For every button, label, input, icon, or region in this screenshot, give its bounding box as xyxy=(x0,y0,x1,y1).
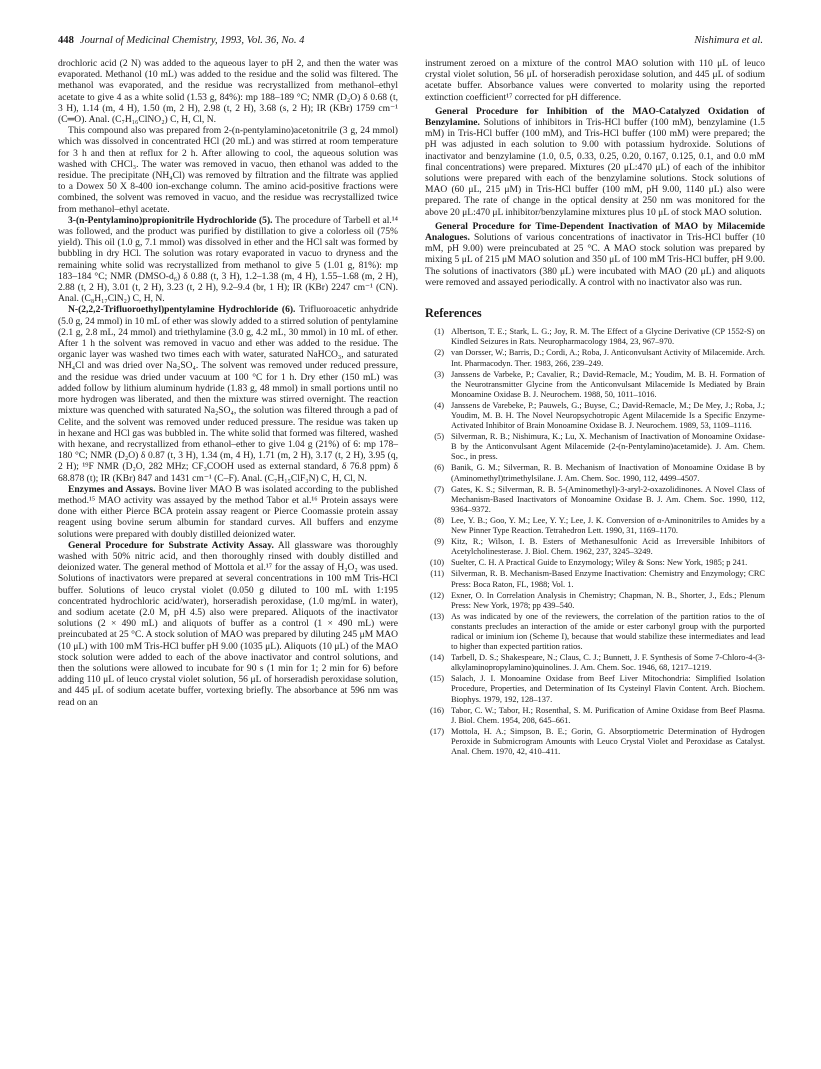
reference-number: (15) xyxy=(430,674,444,684)
section-body: Trifluoroacetic anhydride (5.0 g, 24 mmol) in 10 mL of ether was slowly added to a stirred solution of pentylamine (2.1 g, 2.8 mL, 24 mmol) and triethylamine (3.0 g, 4.2 mL, 30 mmol) in 10 mL of ether. After 1 h the solvent was removed in vacuo and ether was added to the residue. The organic layer was washed two times each with water, saturated NaHCO₃, and saturated NH₄Cl and was dried over Na₂SO₄. The solvent was removed under reduced pressure, and the residue was dried under vacuum at 100 °C for 1 h. Dry ether (150 mL) was added follow by lithium aluminum hydride (1.83 g, 48 mmol) in small portions until no more hydrogen was liberated, and then the mixture was stirred overnight. The reaction mixture was quenched with saturated Na₂SO₄, the solution was filtered through a pad of Celite, and the solvent was removed under reduced pressure. The residue was taken up in hexane and HCl gas was bubbled in. The white solid that formed was filtered, washed with hexane, and recrystallized from ethanol–ether to give 1.04 g (21%) of 6: mp 178–180 °C; NMR (D₂O) δ 0.87 (t, 3 H), 1.34 (m, 4 H), 1.71 (m, 2 H), 3.17 (t, 2 H), 3.95 (q, 2 H); ¹⁹F NMR (D₂O, 282 MHz; CF₃COOH used as external standard, δ 76.8 ppm) δ 68.878 (t); IR (KBr) 847 and 1431 cm⁻¹ (C–F). Anal. (C₇H₁₅ClF₃N) C, H, Cl, N. xyxy=(58,304,398,484)
reference-text: Silverman, R. B. Mechanism-Based Enzyme Inactivation: Chemistry and Enzymology; CRC Press: Boca Raton, FL, 1988; Vol. 1. xyxy=(451,569,765,589)
section-body: The procedure of Tarbell et al.¹⁴ was followed, and the product was purified by distillation to give a colorless oil (75% yield). This oil (1.0 g, 7.1 mmol) was dissolved in ether and the HCl salt was formed by bubbling in dry HCl. The solution was rotary evaporated in vacuo to dryness and the remaining white solid was recrystallized from methanol to give 5 (1.01 g, 81%): mp 183–184 °C; NMR (DMSO-d₆) δ 0.88 (t, 3 H), 1.2–1.38 (m, 4 H), 1.55–1.68 (m, 2 H), 2.88 (t, 2 H), 3.01 (t, 2 H), 3.23 (t, 2 H), 9.2–9.4 (br, 1 H); IR (KBr) 2247 cm⁻¹ (CN). Anal. (C₈H₁₇ClN₂) C, H, N. xyxy=(58,214,398,305)
reference-item xyxy=(425,432,765,462)
reference-item xyxy=(425,569,765,589)
reference-text: Mottola, H. A.; Simpson, B. E.; Gorin, G. Absorptiometric Determination of Hydrogen Peroxide in Submicrogram Amounts with Leuco Crystal Violet and Peroxidase as Catalyst. Anal. Chem. 1970, 42, 410–411. xyxy=(451,726,765,757)
reference-number: (13) xyxy=(430,611,444,621)
reference-number: (16) xyxy=(430,705,444,715)
reference-text: Gates, K. S.; Silverman, R. B. 5-(Aminomethyl)-3-aryl-2-oxazolidinones. A Novel Class of Mechanism-Based Inactivators of Monoamine Oxidase B. J. Am. Chem. Soc. 1990, 112, 9364–9372. xyxy=(451,484,765,514)
reference-text: Suelter, C. H. A Practical Guide to Enzymology; Wiley & Sons: New York, 1985; p 241. xyxy=(451,558,748,568)
reference-text: Tarbell, D. S.; Shakespeare, N.; Claus, C. J.; Bunnett, J. F. Synthesis of Some 7-Chloro-4-(3-alkylaminopropylamino)quinolines. J. Am. Chem. Soc. 1946, 68, 1217–1219. xyxy=(451,653,765,673)
section-body: Solutions of various concentrations of inactivator in Tris-HCl buffer (10 mM, pH 9.00) were preincubated at 25 °C. A MAO stock solution was prepared by mixing 5 μL of 215 μM MAO solution and 350 μL of 100 mM Tris-HCl buffer, pH 9.00. The solutions of inactivators (380 μL) were incubated with MAO (20 μL) and aliquots were removed and assayed periodically. A control with no inactivator also was run. xyxy=(425,232,765,288)
reference-item xyxy=(425,591,765,611)
section-compound-6 xyxy=(58,304,398,483)
reference-number: (7) xyxy=(434,484,444,494)
paragraph: drochloric acid (2 N) was added to the aqueous layer to pH 2, and then the water was evaporated. Methanol (10 mL) was added to the residue and the solid was filtered. The methanol was evaporated, and the residue was recrystallized from methanol–ethyl acetate to give 4 as a white solid (1.53 g, 84%): mp 188–189 °C; NMR (D₂O) δ 0.68 (t, 3 H), 1.14 (m, 4 H), 1.50 (m, 2 H), 2.98 (t, 2 H), 3.68 (s, 2 H); IR (KBr) 1759 cm⁻¹ (C═O). Anal. (C₇H₁₆ClNO₂) C, H, Cl, N. xyxy=(58,58,398,126)
reference-item xyxy=(425,463,765,483)
reference-number: (3) xyxy=(434,369,444,379)
reference-item xyxy=(425,516,765,536)
reference-item xyxy=(425,612,765,652)
section-time-dependent xyxy=(425,221,765,288)
section-enzymes-assays xyxy=(58,484,398,540)
section-heading: General Procedure for Time-Dependent Inactivation of MAO by Milacemide Analogues. xyxy=(425,220,765,244)
right-column xyxy=(425,58,765,758)
reference-text: As was indicated by one of the reviewers, the correlation of the partition ratios to the σI constants precludes an interaction of the amide or ester carbonyl group with the purported radical or iminium ion (Scheme I), because that would stabilize these intermediates and lead to higher than expected partition ratios. xyxy=(451,611,765,652)
section-compound-5 xyxy=(58,215,398,305)
section-body: Solutions of inhibitors in Tris-HCl buffer (100 mM), benzylamine (1.5 mM) in Tris-HCl buffer (100 mM), and Tris-HCl buffer (100 mM) were prepared; the pH was adjusted in each solution to 9.00 with potassium hydroxide. Solutions of inactivator and benzylamine (1.0, 0.5, 0.33, 0.25, 0.20, 0.167, 0.125, 0.1, and 0.0 mM final concentrations) were prepared. Mixtures (20 μL:470 μL) of each of the inhibitor solutions were prepared with each of the benzylamine solutions. Stock solutions of MAO (60 μL, 215 μM) in Tris-HCl buffer (100 mM, pH 9.00, 1140 μL) also were prepared. The rate of change in the optical density at 250 nm was monitored for the above 20 μL:470 μL inhibitor/benzylamine mixtures plus 10 μL of stock MAO solution. xyxy=(425,117,765,218)
reference-text: Silverman, R. B.; Nishimura, K.; Lu, X. Mechanism of Inactivation of Monoamine Oxidase-B by the Anticonvulsant Agent Milacemide (2-(n-Pentylamino)acetamide). J. Am. Chem. Soc., in press. xyxy=(451,432,765,462)
reference-item xyxy=(425,674,765,704)
journal-citation: Journal of Medicinal Chemistry, 1993, Vol. 36, No. 4 xyxy=(79,35,305,46)
reference-text: Banik, G. M.; Silverman, R. B. Mechanism of Inactivation of Monoamine Oxidase B by (Aminomethyl)trimethylsilane. J. Am. Chem. Soc. 1990, 112, 4499–4507. xyxy=(451,463,765,483)
reference-item xyxy=(425,485,765,515)
section-body: Bovine liver MAO B was isolated according to the published method.¹⁵ MAO activity was assayed by the method Tabor et al.¹⁶ Protein assays were done with either Pierce BCA protein assay reagent or Pierce Coomassie protein assay reagent using bovine serum albumin for standard curves. All buffers and enzyme solutions were prepared with doubly distilled deionized water. xyxy=(58,483,398,540)
reference-text: Salach, J. I. Monoamine Oxidase from Beef Liver Mitochondria: Simplified Isolation Procedure, Properties, and Determination of Its Cysteinyl Flavin Content. Arch. Biochem. Biophys. 1979, 192, 128–137. xyxy=(451,674,765,704)
reference-text: Janssens de Varebeke, P.; Pauwels, G.; Buyse, C.; David-Remacle, M.; De Mey, J.; Roba, J.; Youdim, M. B. H. The Novel Neuropsychotropic Agent Milacemide Is a Specific Enzyme-Activated Inhibitor of Brain Monoamine Oxidase B. J. Neurochem. 1989, 53, 1109–1116. xyxy=(451,400,765,431)
page-number: 448 xyxy=(58,35,74,46)
reference-number: (4) xyxy=(434,400,444,410)
reference-text: Lee, Y. B.; Goo, Y. M.; Lee, Y. Y.; Lee, J. K. Conversion of α-Aminonitriles to Amides by a New Pinner Type Reaction. Tetrahedron Lett. 1990, 31, 1169–1170. xyxy=(451,515,765,536)
reference-number: (2) xyxy=(434,348,444,358)
section-heading: General Procedure for Substrate Activity Assay. xyxy=(68,539,274,551)
section-heading: Enzymes and Assays. xyxy=(68,483,156,495)
reference-number: (9) xyxy=(434,537,444,547)
reference-text: Kitz, R.; Wilson, I. B. Esters of Methanesulfonic Acid as Irreversible Inhibitors of Acetylcholinesterase. J. Biol. Chem. 1962, 237, 3245–3249. xyxy=(451,537,765,557)
reference-number: (10) xyxy=(430,558,444,568)
section-substrate-assay xyxy=(58,540,398,708)
reference-text: van Dorsser, W.; Barris, D.; Cordi, A.; Roba, J. Anticonvulsant Activity of Milacemide. Arch. Int. Pharmacodyn. Ther. 1983, 266, 239–249. xyxy=(451,348,765,368)
reference-list xyxy=(425,327,765,757)
reference-number: (14) xyxy=(430,653,444,663)
reference-item xyxy=(425,370,765,400)
reference-item xyxy=(425,348,765,368)
reference-item xyxy=(425,537,765,557)
reference-item xyxy=(425,653,765,673)
paragraph: This compound also was prepared from 2-(n-pentylamino)acetonitrile (3 g, 24 mmol) which was dissolved in concentrated HCl (20 mL) and was stirred at room temperature for 3 h and then at reflux for 2 h. After allowing to cool, the aqueous solution was washed with CHCl₃. The water was removed in vacuo, then ethanol was added to the residue. The precipitate (NH₄Cl) was removed by filtration and the filtrate was applied to a Dowex 50 X 8-400 ion-exchange column. The amino acid-positive fractions were combined, the solvent was removed in vacuo, and the residue was recrystallized twice from methanol–ethyl acetate. xyxy=(58,125,398,215)
paragraph: instrument zeroed on a mixture of the control MAO solution with 110 μL of leuco crystal violet solution, 56 μL of horseradish peroxidase solution, and 445 μL of sodium acetate buffer. Absorbance values were converted to molarity using the reported extinction coefficient¹⁷ corrected for pH difference. xyxy=(425,58,765,103)
reference-text: Albertson, T. E.; Stark, L. G.; Joy, R. M. The Effect of a Glycine Derivative (CP 1552-S) on Kindled Seizures in Rats. Neuropharmacology 1984, 23, 967–970. xyxy=(451,327,765,347)
reference-number: (12) xyxy=(430,590,444,600)
reference-number: (1) xyxy=(434,327,444,337)
running-header xyxy=(58,34,763,48)
section-body: All glassware was thoroughly washed with 50% nitric acid, and then thoroughly rinsed with doubly distilled and deionized water. The general method of Mottola et al.¹⁷ for the assay of H₂O₂ was used. Solutions of inactivators were prepared at several concentrations in 100 mM Tris-HCl buffer. Solutions of leuco crystal violet (0.050 g diluted to 100 mL with 1:195 concentrated hydrochloric acid/water), horseradish peroxidase, (1.0 mg/mL in water), and sodium acetate (2.0 M, pH 4.5) also were prepared. Aliquots of the inactivator solutions (2 × 490 mL) and aliquots of buffer as a control (1 × 490 mL) were preincubated at 25 °C. A stock solution of MAO was prepared by diluting 245 μM MAO (10 μL) with 100 mM Tris-HCl buffer pH 9.00 (1035 μL). Aliquots (10 μL) of the MAO stock solution were added to each of the above inactivator and control solutions, and then the solutions were allowed to incubate for 90 s (1 min for 1; 2 min for 6) before adding 110 μL of leuco crystal violet solution, 56 μL of horseradish peroxidase solution, and 445 μL of sodium acetate buffer, vortexing briefly. The absorbance at 596 nm was read on an xyxy=(58,539,398,708)
reference-text: Janssens de Varbeke, P.; Cavalier, R.; David-Remacle, M.; Youdim, M. B. H. Formation of the Neurotransmitter Glycine from the Anticonvulsant Milacemide Is Mediated by Brain Monoamine Oxidase B. J. Neurochem. 1988, 50, 1011–1016. xyxy=(451,369,765,399)
reference-number: (11) xyxy=(430,569,444,579)
section-inhibition xyxy=(425,106,765,218)
reference-item xyxy=(425,727,765,757)
section-heading: 3-(n-Pentylamino)propionitrile Hydrochloride (5). xyxy=(68,214,273,226)
reference-text: Tabor, C. W.; Tabor, H.; Rosenthal, S. M. Purification of Amine Oxidase from Beef Plasma. J. Biol. Chem. 1954, 208, 645–661. xyxy=(451,705,765,725)
reference-number: (6) xyxy=(434,463,444,473)
running-authors: Nishimura et al. xyxy=(694,35,763,46)
section-heading: N-(2,2,2-Trifluoroethyl)pentylamine Hydrochloride (6). xyxy=(68,304,296,316)
reference-text: Exner, O. In Correlation Analysis in Chemistry; Chapman, N. B., Shorter, J., Eds.; Plenum Press: New York, 1978; pp 439–540. xyxy=(451,590,765,610)
left-column xyxy=(58,58,398,708)
reference-item xyxy=(425,706,765,726)
reference-item xyxy=(425,401,765,431)
reference-item xyxy=(425,558,765,568)
section-heading: General Procedure for Inhibition of the MAO-Catalyzed Oxidation of Benzylamine. xyxy=(425,105,765,129)
reference-number: (8) xyxy=(434,515,444,525)
reference-item xyxy=(425,327,765,347)
references-heading: References xyxy=(425,306,482,321)
reference-number: (17) xyxy=(430,726,444,736)
reference-number: (5) xyxy=(434,432,444,442)
